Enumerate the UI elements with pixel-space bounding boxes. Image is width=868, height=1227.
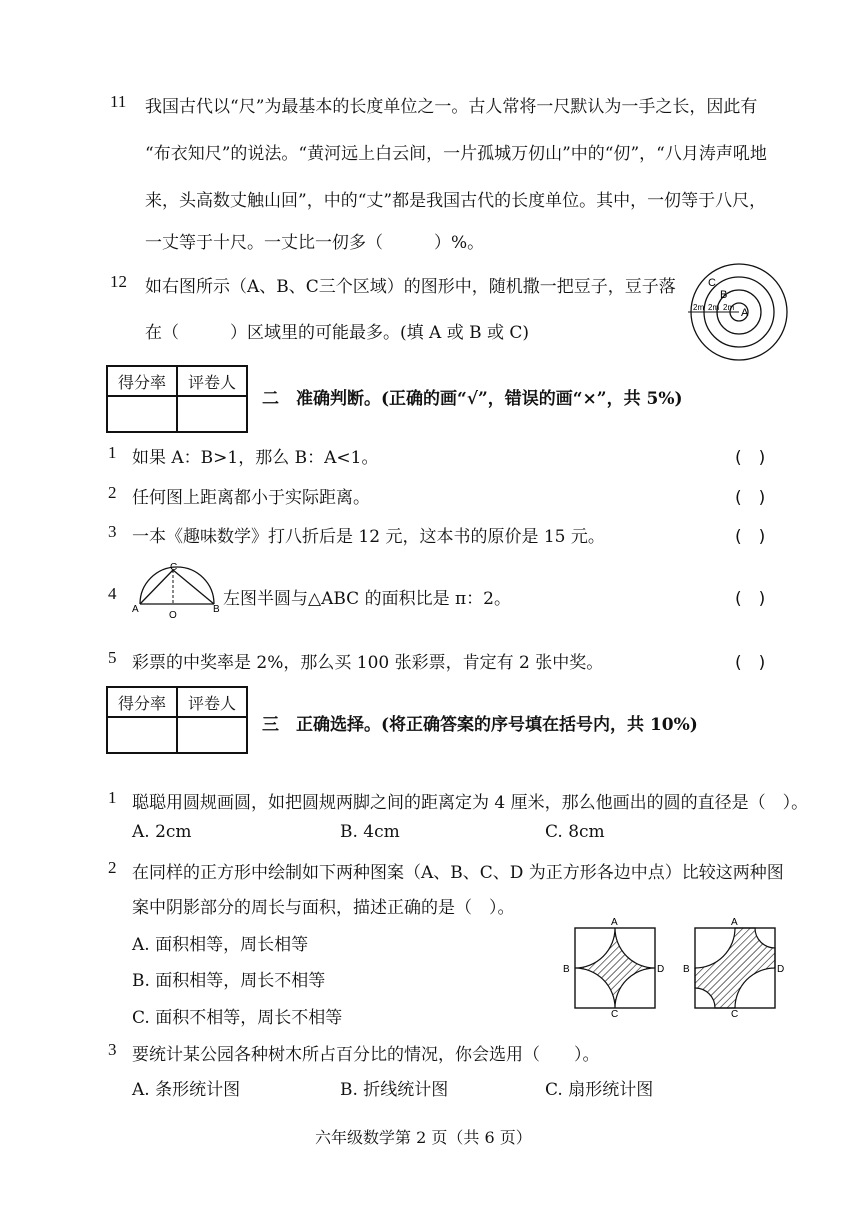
s3-q2-option-c[interactable]: C. 面积不相等，周长不相等	[132, 1008, 343, 1028]
fig-b-label-d: D	[777, 964, 785, 975]
fig4-label-b: B	[213, 604, 220, 615]
s2-item5-number: 5	[108, 648, 117, 667]
s2-item3-number: 3	[108, 522, 117, 541]
s2-item5-answer-paren[interactable]: ( )	[735, 653, 766, 673]
s2-item4-number: 4	[108, 584, 117, 603]
fig12-label-c: C	[708, 277, 716, 289]
grader-cell[interactable]	[177, 717, 247, 753]
section3-score-table	[106, 686, 248, 754]
page-footer: 六年级数学第 2 页（共 6 页）	[315, 1128, 532, 1147]
s3-q3-text: 要统计某公园各种树木所占百分比的情况，你会选用（ ）。	[132, 1045, 600, 1065]
fig-a-label-a: A	[611, 917, 618, 928]
grader-header: 评卷人	[177, 687, 247, 717]
s2-item5-text: 彩票的中奖率是 2%，那么买 100 张彩票，肯定有 2 张中奖。	[132, 653, 604, 673]
s3-q2-option-a[interactable]: A. 面积相等，周长相等	[132, 935, 309, 955]
section3-title: 三 正确选择。(将正确答案的序号填在括号内，共 10%)	[262, 715, 698, 735]
fig4-label-o: O	[169, 610, 177, 621]
s2-item4-text: 左图半圆与△ABC 的面积比是 π：2。	[223, 589, 511, 609]
semicircle-triangle-figure	[130, 562, 220, 624]
fig12-label-b: B	[720, 289, 728, 301]
q12-line-2: 在（ ）区域里的可能最多。(填 A 或 B 或 C)	[145, 323, 530, 343]
s2-item4-answer-paren[interactable]: ( )	[735, 589, 766, 609]
fig-a-label-d: D	[657, 964, 665, 975]
s3-q3-option-c[interactable]: C. 扇形统计图	[545, 1080, 654, 1100]
fig12-label-2m-1: 2m	[693, 303, 705, 312]
fig12-label-2m-3: 2m	[723, 303, 735, 312]
pattern-figure-1	[560, 913, 670, 1018]
s3-q1-option-b[interactable]: B. 4cm	[340, 822, 400, 842]
score-rate-header: 得分率	[107, 687, 177, 717]
q11-line-4: 一丈等于十尺。一丈比一仞多（ ）%。	[145, 233, 485, 253]
s3-q1-option-c[interactable]: C. 8cm	[545, 822, 605, 842]
q11-line-2: “布衣知尺”的说法。“黄河远上白云间，一片孤城万仞山”中的“仞”，“八月涛声吼地	[145, 144, 767, 164]
q11-line-1: 我国古代以“尺”为最基本的长度单位之一。古人常将一尺默认为一手之长，因此有	[145, 97, 758, 117]
concentric-circles-figure	[688, 262, 792, 362]
fig12-label-a: A	[741, 307, 749, 319]
s3-q2-number: 2	[108, 858, 117, 877]
fig4-label-a: A	[132, 604, 139, 615]
s3-q3-number: 3	[108, 1040, 117, 1059]
pattern-figure-2	[680, 913, 790, 1018]
section2-score-table	[106, 365, 248, 433]
s3-q1-number: 1	[108, 788, 117, 807]
fig-b-label-b: B	[683, 964, 690, 975]
grader-cell[interactable]	[177, 396, 247, 432]
score-rate-header: 得分率	[107, 366, 177, 396]
q11-line-3: 来，头高数丈触山回”，中的“丈”都是我国古代的长度单位。其中，一仞等于八尺，	[145, 191, 767, 211]
fig-b-label-c: C	[731, 1009, 739, 1018]
s2-item1-number: 1	[108, 443, 117, 462]
s3-q2-line-2: 案中阴影部分的周长与面积，描述正确的是（ ）。	[132, 898, 515, 918]
s3-q1-text: 聪聪用圆规画圆，如把圆规两脚之间的距离定为 4 厘米，那么他画出的圆的直径是（ ）。	[132, 793, 809, 813]
score-rate-cell[interactable]	[107, 717, 177, 753]
s2-item3-answer-paren[interactable]: ( )	[735, 527, 766, 547]
s3-q2-line-1: 在同样的正方形中绘制如下两种图案（A、B、C、D 为正方形各边中点）比较这两种图	[132, 863, 784, 883]
s2-item2-text: 任何图上距离都小于实际距离。	[132, 488, 370, 508]
s2-item3-text: 一本《趣味数学》打八折后是 12 元，这本书的原价是 15 元。	[132, 527, 605, 547]
q11-number: 11	[110, 92, 127, 111]
q12-number: 12	[110, 272, 127, 291]
s3-q3-option-b[interactable]: B. 折线统计图	[340, 1080, 449, 1100]
grader-header: 评卷人	[177, 366, 247, 396]
fig-a-label-c: C	[611, 1009, 619, 1018]
score-rate-cell[interactable]	[107, 396, 177, 432]
q12-line-1: 如右图所示（A、B、C三个区域）的图形中，随机撒一把豆子，豆子落	[145, 277, 676, 297]
s2-item1-text: 如果 A：B>1，那么 B：A<1。	[132, 448, 379, 468]
s2-item2-answer-paren[interactable]: ( )	[735, 488, 766, 508]
section2-title: 二 准确判断。(正确的画“√”，错误的画“×”，共 5%)	[262, 389, 683, 409]
s3-q1-option-a[interactable]: A. 2cm	[132, 822, 192, 842]
s3-q2-option-b[interactable]: B. 面积相等，周长不相等	[132, 971, 326, 991]
s2-item2-number: 2	[108, 483, 117, 502]
s3-q3-option-a[interactable]: A. 条形统计图	[132, 1080, 241, 1100]
fig-b-label-a: A	[731, 917, 738, 928]
s2-item1-answer-paren[interactable]: ( )	[735, 448, 766, 468]
fig-a-label-b: B	[563, 964, 570, 975]
fig12-label-2m-2: 2m	[708, 303, 720, 312]
fig4-label-c: C	[170, 562, 178, 573]
